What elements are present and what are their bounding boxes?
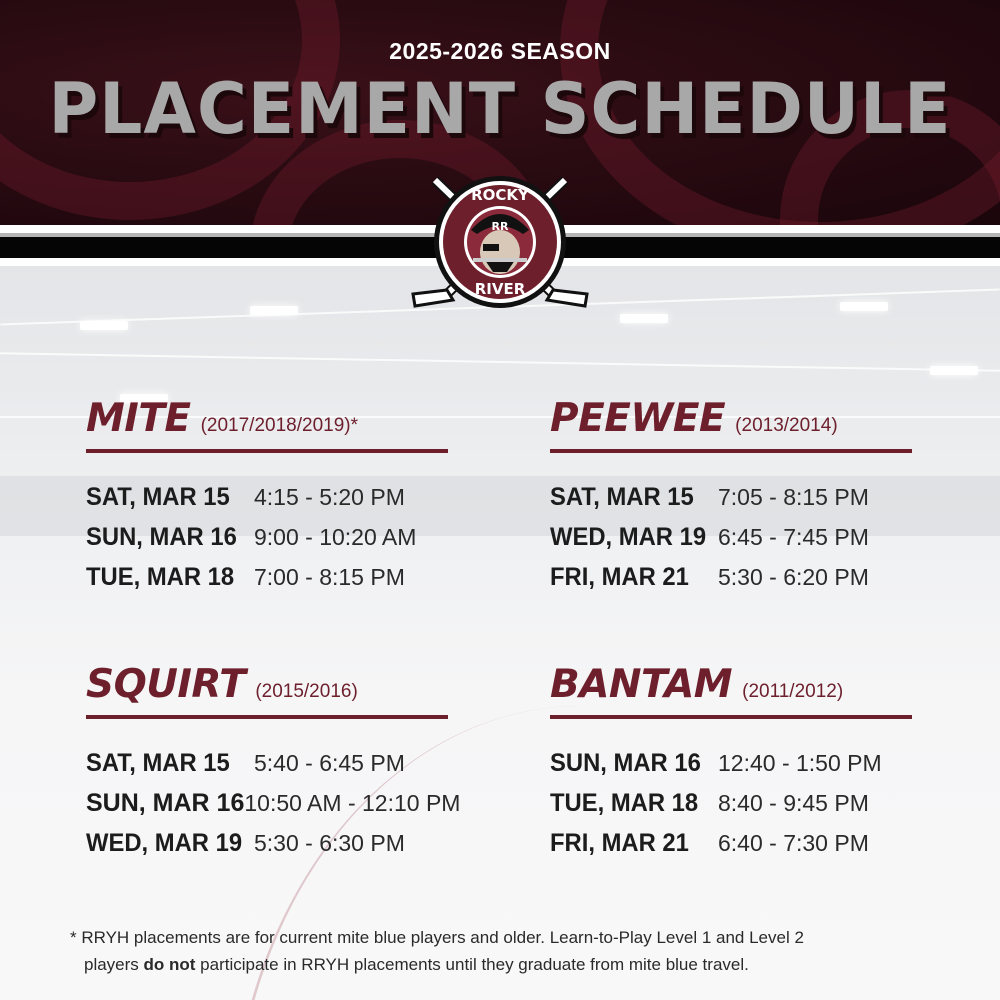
schedule-time: 6:40 - 7:30 PM	[718, 829, 869, 856]
section-title: PEEWEE	[550, 396, 726, 441]
schedule-time: 6:45 - 7:45 PM	[718, 523, 869, 550]
section-years: (2015/2016)	[255, 681, 358, 702]
schedule-time: 5:30 - 6:20 PM	[718, 563, 869, 590]
section-mite	[86, 396, 448, 597]
schedule-row	[550, 477, 912, 517]
schedule-row	[550, 783, 912, 823]
schedule-list	[550, 743, 912, 863]
footnote-line	[70, 951, 950, 978]
schedule-list	[86, 477, 448, 597]
schedule-row	[86, 743, 448, 783]
section-peewee	[550, 396, 912, 597]
schedule-day: SUN, MAR 16	[86, 522, 237, 551]
schedule-day: WED, MAR 19	[550, 522, 707, 551]
schedule-row	[550, 517, 912, 557]
section-header	[86, 396, 448, 441]
ceiling-light	[930, 366, 978, 375]
section-header	[550, 662, 912, 707]
season-label: 2025-2026 SEASON	[389, 38, 611, 64]
ceiling-light	[250, 306, 298, 315]
section-title: MITE	[86, 396, 191, 441]
schedule-time: 5:30 - 6:30 PM	[254, 829, 405, 856]
schedule-row	[550, 823, 912, 863]
schedule-day: SAT, MAR 15	[550, 482, 694, 511]
footnote-line: * RRYH placements are for current mite blue players and older. Learn-to-Play Level 1 and Level 2	[70, 928, 804, 947]
schedule-row	[86, 783, 461, 823]
schedule-time: 4:15 - 5:20 PM	[254, 483, 405, 510]
schedule-time: 7:05 - 8:15 PM	[718, 483, 869, 510]
section-rule	[86, 715, 448, 719]
schedule-day: FRI, MAR 21	[550, 828, 689, 857]
section-squirt	[86, 662, 461, 863]
ceiling-light	[840, 302, 888, 311]
page-title: PLACEMENT SCHEDULE	[48, 68, 952, 150]
rink-background	[0, 266, 1000, 1000]
schedule-row	[550, 743, 912, 783]
footnote-emphasis: do not	[143, 955, 196, 974]
section-header	[550, 396, 912, 441]
schedule-row	[86, 517, 448, 557]
schedule-row	[550, 557, 912, 597]
section-title: SQUIRT	[86, 662, 246, 707]
section-rule	[86, 449, 448, 453]
schedule-day: SUN, MAR 16	[550, 748, 701, 777]
schedule-day: FRI, MAR 21	[550, 562, 689, 591]
ceiling-light	[80, 321, 128, 330]
footnote-text: participate in RRYH placements until they graduate from mite blue travel.	[195, 955, 749, 974]
logo-bottom-text: RIVER	[474, 280, 526, 298]
schedule-list	[550, 477, 912, 597]
footnote	[70, 924, 950, 978]
schedule-time: 9:00 - 10:20 AM	[254, 523, 417, 550]
schedule-day: WED, MAR 19	[86, 828, 243, 857]
footnote-text: players	[84, 955, 144, 974]
ceiling-light	[620, 314, 668, 323]
schedule-time: 12:40 - 1:50 PM	[718, 749, 882, 776]
schedule-time: 10:50 AM - 12:10 PM	[244, 789, 461, 816]
schedule-row	[86, 823, 448, 863]
section-years: (2017/2018/2019)*	[200, 415, 358, 436]
schedule-list	[86, 743, 461, 863]
schedule-time: 7:00 - 8:15 PM	[254, 563, 405, 590]
schedule-row	[86, 557, 448, 597]
schedule-row	[86, 477, 448, 517]
section-rule	[550, 449, 912, 453]
logo-top-text: ROCKY	[471, 186, 529, 204]
section-title: BANTAM	[550, 662, 733, 707]
section-years: (2013/2014)	[735, 415, 838, 436]
schedule-day: SAT, MAR 15	[86, 482, 230, 511]
logo-monogram: RR	[491, 220, 509, 233]
schedule-day: SAT, MAR 15	[86, 748, 230, 777]
section-years: (2011/2012)	[742, 681, 844, 702]
schedule-day: TUE, MAR 18	[550, 788, 699, 817]
section-rule	[550, 715, 912, 719]
schedule-time: 8:40 - 9:45 PM	[718, 789, 869, 816]
schedule-day: SUN, MAR 16	[86, 788, 245, 817]
section-bantam	[550, 662, 912, 863]
section-header	[86, 662, 448, 707]
pirate-hockey-logo-icon	[405, 168, 595, 318]
schedule-day: TUE, MAR 18	[86, 562, 235, 591]
schedule-time: 5:40 - 6:45 PM	[254, 749, 405, 776]
ceiling-beam	[0, 352, 1000, 371]
